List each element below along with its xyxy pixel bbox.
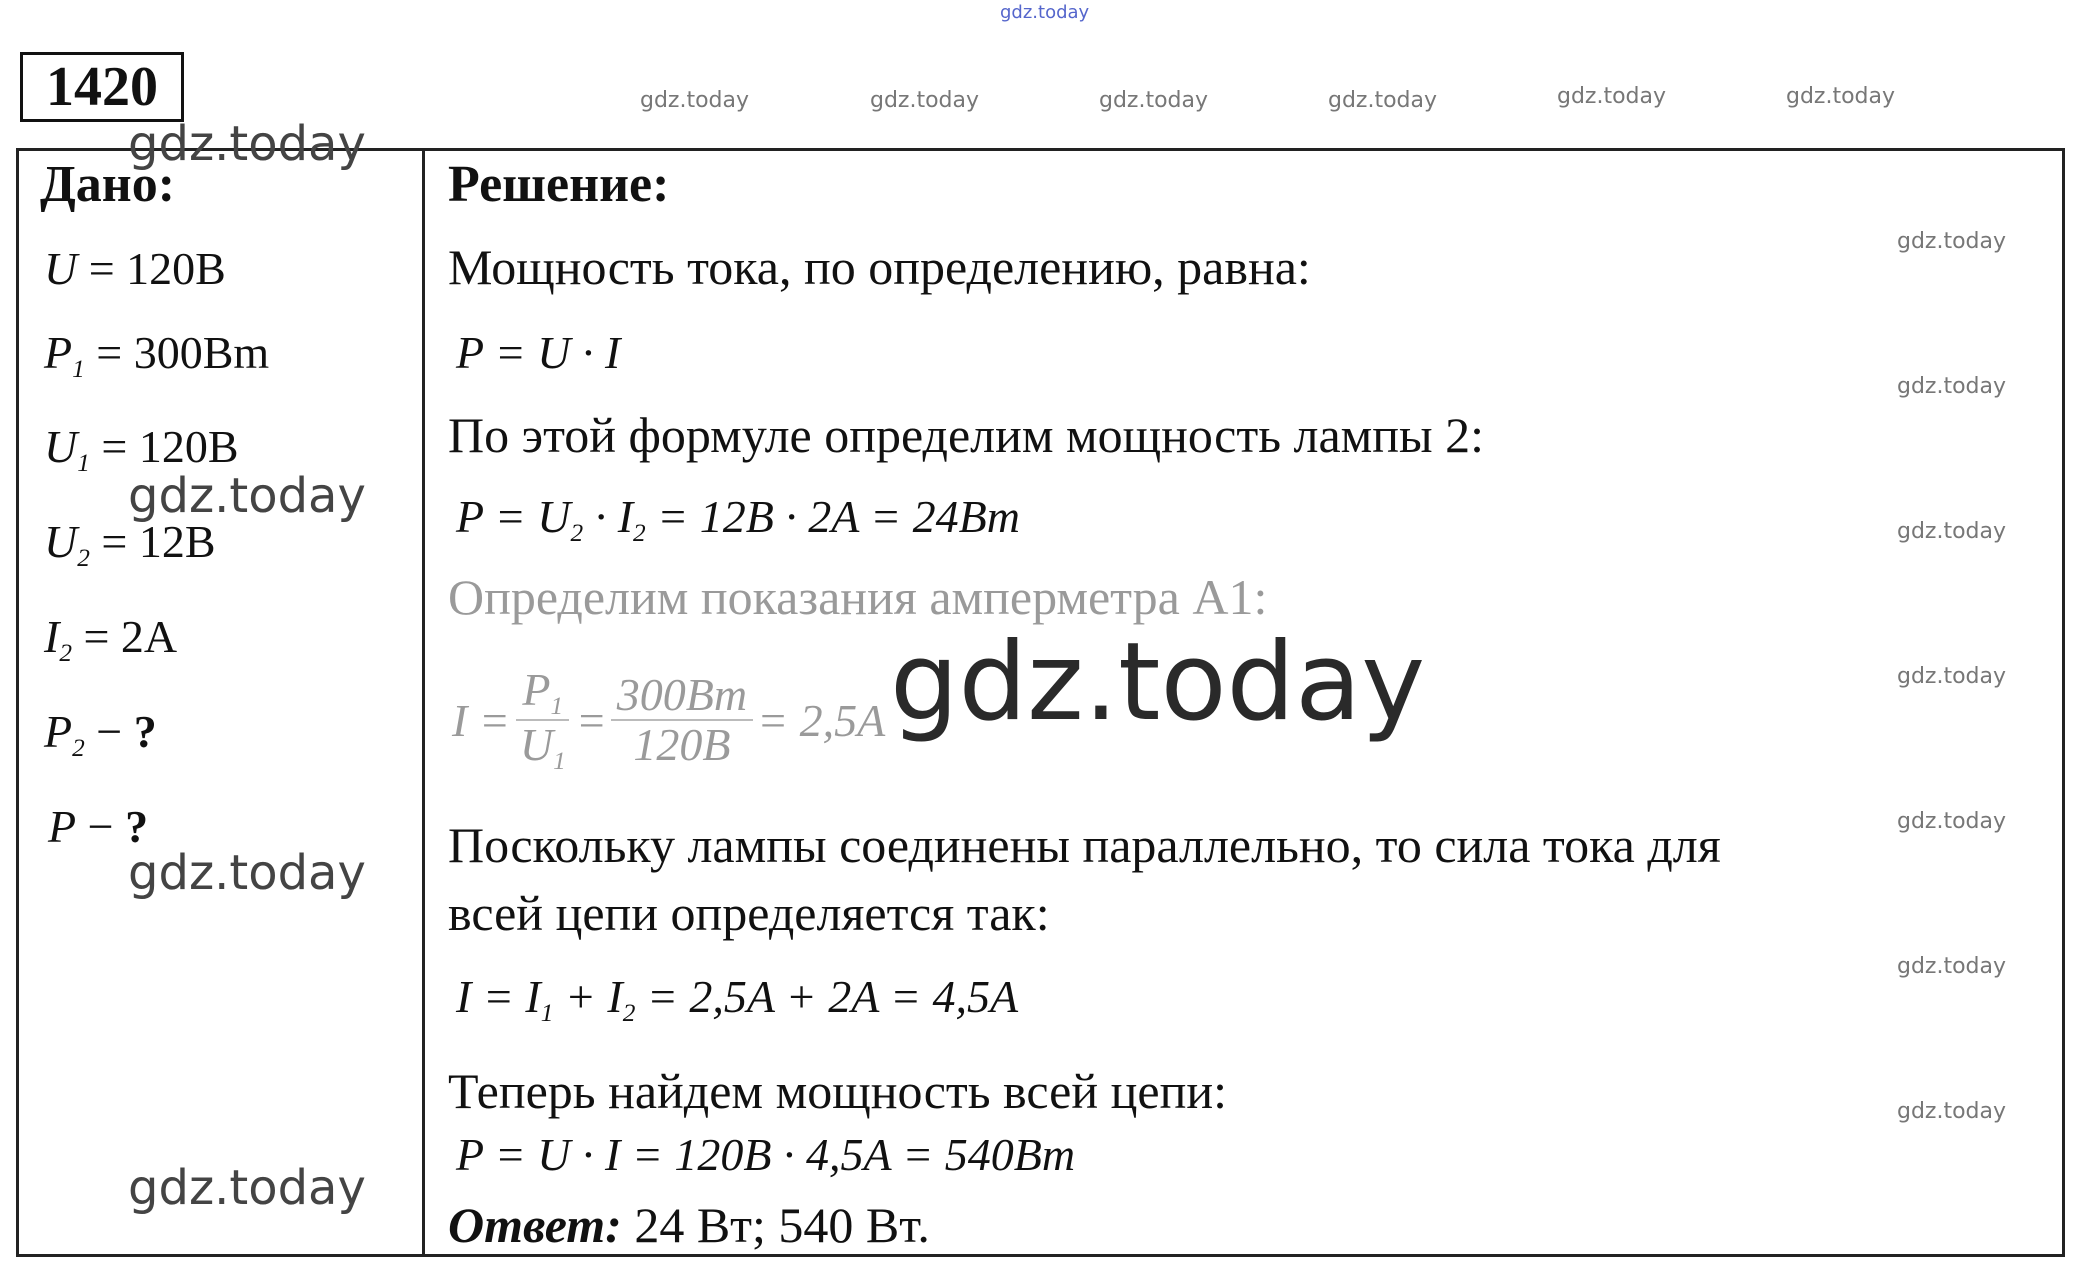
given-line: U = 120B — [44, 243, 226, 294]
formula: P = U · I = 120B · 4,5A = 540Bm — [456, 1129, 1076, 1180]
watermark: gdz.today — [870, 88, 980, 113]
column-divider — [422, 148, 425, 1257]
solution-text: По этой формуле определим мощность лампы 2: — [448, 407, 1485, 463]
solution-text: Мощность тока, по определению, равна: — [448, 239, 1311, 295]
watermark: gdz.today — [1557, 84, 1667, 109]
solution-text: всей цепи определяется так: — [448, 885, 1050, 941]
watermark: gdz.today — [1897, 664, 2007, 689]
watermark: gdz.today — [128, 845, 366, 901]
solution-text: Поскольку лампы соединены параллельно, то сила тока для — [448, 817, 1721, 873]
solution-text: Теперь найдем мощность всей цепи: — [448, 1063, 1227, 1119]
given-line: $P_1 = 300Bm$ — [44, 327, 270, 383]
given-line: $U_1 = 120B$ — [44, 421, 239, 477]
given-unknown: P − ? — [48, 801, 149, 852]
watermark: gdz.today — [640, 88, 750, 113]
watermark: gdz.today — [1786, 84, 1896, 109]
watermark: gdz.today — [1099, 88, 1209, 113]
formula: $I = I_1 + I_2 = 2,5A + 2A = 4,5A$ — [456, 971, 1019, 1027]
formula: $P = U_2 \cdot I_2 = 12B \cdot 2A = 24Bm$ — [456, 491, 1020, 547]
watermark: gdz.today — [128, 468, 366, 524]
watermark: gdz.today — [128, 116, 366, 172]
formula-fraction: I = $\frac{P_1}{U_1}$ = $\frac{300Bm}{120B}$ = 2,5A — [452, 664, 886, 776]
watermark: gdz.today — [1897, 519, 2007, 544]
watermark: gdz.today — [1897, 229, 2007, 254]
watermark: gdz.today — [128, 1160, 366, 1216]
given-heading: Дано: — [40, 156, 176, 213]
watermark-large: gdz.today — [890, 620, 1426, 745]
solution-text: Определим показания амперметра A1: — [448, 569, 1268, 625]
problem-number: 1420 — [20, 52, 184, 122]
watermark-top: gdz.today — [1000, 2, 1090, 23]
given-unknown: $P_2$ − ? — [44, 706, 157, 762]
watermark: gdz.today — [1897, 954, 2007, 979]
given-line: $I_2 = 2A$ — [44, 611, 178, 667]
watermark: gdz.today — [1328, 88, 1438, 113]
solution-heading: Решение: — [448, 156, 670, 213]
given-line: $U_2 = 12B$ — [44, 516, 216, 572]
answer: Ответ: 24 Вт; 540 Вт. — [448, 1197, 930, 1253]
formula: P = U · I — [456, 327, 621, 378]
watermark: gdz.today — [1897, 1099, 2007, 1124]
watermark: gdz.today — [1897, 809, 2007, 834]
watermark: gdz.today — [1897, 374, 2007, 399]
